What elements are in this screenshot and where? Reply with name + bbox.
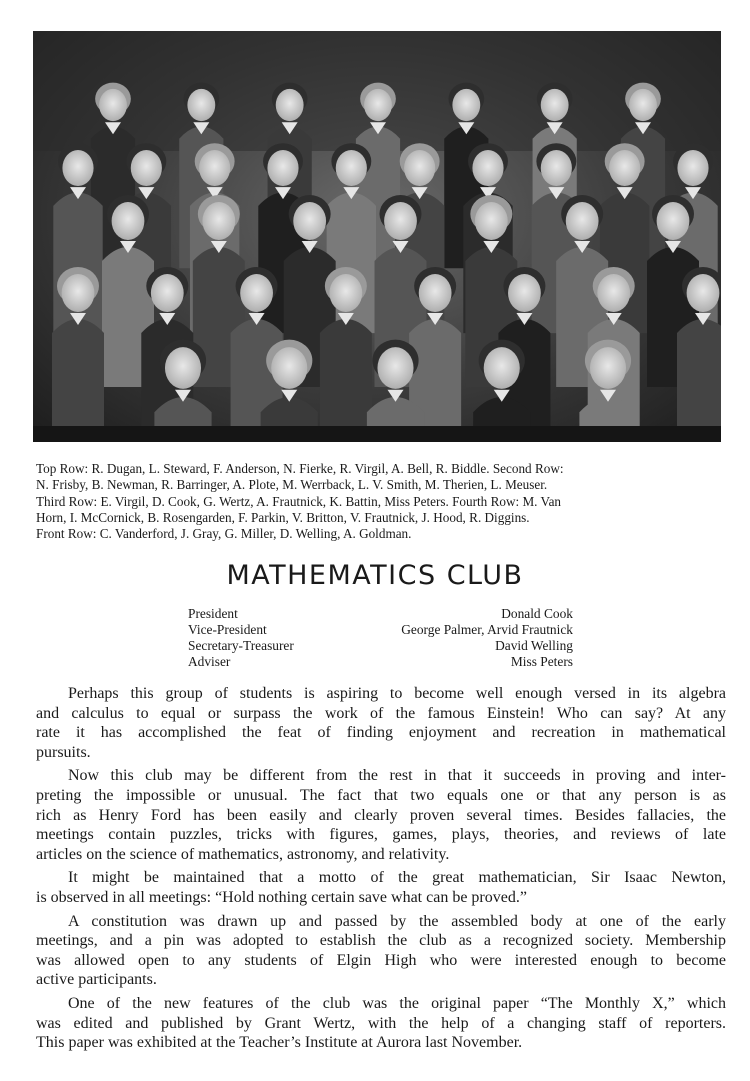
person-face <box>419 274 452 312</box>
person-face <box>677 150 708 186</box>
person-face <box>657 202 690 240</box>
person-face <box>131 150 162 186</box>
officer-name: Donald Cook <box>501 606 573 621</box>
person-face <box>364 89 392 121</box>
person-face <box>271 347 307 389</box>
person-face <box>629 89 657 121</box>
person-face <box>484 347 520 389</box>
caption-line: Horn, I. McCornick, B. Rosengarden, F. Parkin, V. Britton, V. Frautnick, J. Hood, R. Diggins. <box>36 509 530 525</box>
photo-floor <box>33 426 721 442</box>
group-photo-illustration <box>33 31 721 442</box>
person-face <box>508 274 541 312</box>
person-face <box>541 89 569 121</box>
photo-caption <box>36 461 720 542</box>
person-face <box>566 202 599 240</box>
officers-list <box>188 606 573 670</box>
officer-role: President <box>188 606 238 621</box>
text-line: This paper was exhibited at the Teacher’s Institute at Aurora last November. <box>36 1034 523 1052</box>
text-line: pursuits. <box>36 743 91 761</box>
person-face <box>187 89 215 121</box>
text-line: was edited and published by Grant Wertz, with the help of a changing staff of reporters. <box>36 1014 726 1032</box>
paragraph <box>36 684 726 762</box>
paragraph <box>36 994 726 1053</box>
person-face <box>293 202 326 240</box>
person-face <box>597 274 630 312</box>
person-face <box>384 202 417 240</box>
person-face <box>112 202 145 240</box>
text-line: preting the impossible or unusual. The fact that two equals one or that any person is as <box>36 786 726 804</box>
person-face <box>276 89 304 121</box>
officer-row <box>188 622 573 638</box>
caption-line: Front Row: C. Vanderford, J. Gray, G. Miller, D. Welling, A. Goldman. <box>36 526 412 542</box>
person-face <box>336 150 367 186</box>
text-line: One of the new features of the club was the original paper “The Monthly X,” which <box>68 994 726 1012</box>
officer-role: Vice-President <box>188 622 267 637</box>
caption-line: Top Row: R. Dugan, L. Steward, F. Anderson, N. Fierke, R. Virgil, A. Bell, R. Biddle. Second Row: <box>36 461 564 476</box>
person-face <box>377 347 413 389</box>
text-line: active participants. <box>36 971 157 989</box>
text-line: A constitution was drawn up and passed by the assembled body at one of the early <box>68 912 726 930</box>
officer-name: George Palmer, Arvid Frautnick <box>401 622 573 637</box>
text-line: articles on the science of mathematics, astronomy, and relativity. <box>36 845 450 863</box>
person-face <box>62 274 95 312</box>
person-body <box>320 319 372 442</box>
person-face <box>590 347 626 389</box>
paragraph <box>36 766 726 864</box>
person-face <box>687 274 720 312</box>
officer-row <box>188 606 573 622</box>
person-face <box>404 150 435 186</box>
officer-row <box>188 654 573 670</box>
person-face <box>452 89 480 121</box>
person-face <box>151 274 184 312</box>
person-face <box>267 150 298 186</box>
text-line: meetings, and a pin was adopted to establish the club as a recognized society. Membership <box>36 932 726 950</box>
officer-role: Secretary-Treasurer <box>188 638 294 653</box>
text-line: rich as Henry Ford has been easily and clearly proven several times. Besides fallacies, the <box>36 806 726 824</box>
group-photo <box>33 31 721 442</box>
person-face <box>329 274 362 312</box>
page-title: MATHEMATICS CLUB <box>226 560 524 591</box>
person-face <box>62 150 93 186</box>
person-face <box>609 150 640 186</box>
paragraph <box>36 868 726 907</box>
person-body <box>52 319 104 442</box>
text-line: Now this club may be different from the rest in that it succeeds in proving and inter- <box>68 767 726 785</box>
caption-line: N. Frisby, B. Newman, R. Barringer, A. Plote, M. Werrback, L. V. Smith, M. Therien, L. Meuser. <box>36 477 548 493</box>
person-face <box>99 89 127 121</box>
person-face <box>472 150 503 186</box>
text-line: Perhaps this group of students is aspiring to become well enough versed in its algebra <box>68 685 726 702</box>
person-face <box>202 202 235 240</box>
officer-row <box>188 638 573 654</box>
person-face <box>199 150 230 186</box>
text-line: It might be maintained that a motto of the great mathematician, Sir Isaac Newton, <box>68 869 726 887</box>
person-face <box>165 347 201 389</box>
paragraph <box>36 912 726 990</box>
text-line: is observed in all meetings: “Hold nothing certain save what can be proved.” <box>36 888 527 906</box>
officer-name: Miss Peters <box>510 654 573 669</box>
caption-line: Third Row: E. Virgil, D. Cook, G. Wertz, A. Frautnick, K. Battin, Miss Peters. Fourth Row: M. Van <box>36 493 562 509</box>
text-line: was allowed open to any students of Elgin High who were interested enough to become <box>36 951 726 969</box>
article-body <box>36 684 726 1057</box>
person-face <box>240 274 273 312</box>
person-body <box>53 193 102 334</box>
text-line: meetings contain puzzles, tricks with figures, games, plays, theories, and reviews of late <box>36 826 726 844</box>
person-face <box>475 202 508 240</box>
text-line: and calculus to equal or surpass the work of the famous Einstein! Who can say? At any <box>36 704 726 722</box>
person-face <box>541 150 572 186</box>
person-body <box>677 319 721 442</box>
officer-role: Adviser <box>188 654 231 669</box>
text-line: rate it has accomplished the feat of finding enjoyment and recreation in mathematical <box>36 724 726 742</box>
officer-name: David Welling <box>495 638 573 653</box>
